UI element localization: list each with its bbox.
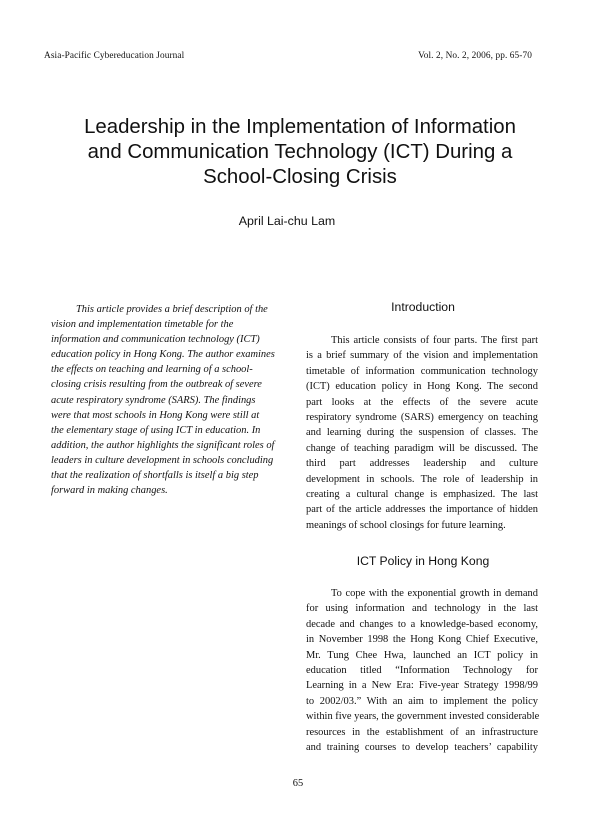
abstract-line: addition, the author highlights the significant roles of	[51, 439, 275, 451]
article-title	[40, 115, 560, 190]
body-line: is a brief summary of the vision and implementation	[306, 350, 538, 362]
body-line: creating a cultural change is emphasized. The last	[306, 489, 538, 501]
journal-name: Asia-Pacific Cybereducation Journal	[44, 51, 185, 61]
abstract-line: that the realization of shortfalls is itself a big step	[51, 470, 259, 482]
ict-policy-text	[306, 586, 538, 755]
abstract-line: information and communication technology (ICT)	[51, 334, 260, 346]
body-line: education titled “Information Technology for	[306, 665, 538, 677]
abstract-line: education policy in Hong Kong. The author examines	[51, 349, 275, 361]
body-line: (ICT) education policy in Hong Kong. The second	[306, 381, 538, 393]
body-line: development in schools. The role of leadership in	[306, 473, 538, 485]
abstract	[51, 302, 301, 498]
body-line: To cope with the exponential growth in demand	[331, 588, 538, 599]
body-line: and training courses to develop teachers’ capability	[306, 742, 538, 754]
body-line: This article consists of four parts. The first part	[331, 335, 538, 346]
body-line: respiratory syndrome (SARS) emergency on teaching	[306, 412, 538, 424]
abstract-line: closing crisis resulting from the outbreak of severe	[51, 379, 262, 391]
abstract-line: were that most schools in Hong Kong were still at	[51, 409, 260, 421]
body-line: resources in the establishment of an infrastructure	[306, 726, 538, 738]
author-name: April Lai-chu Lam	[238, 214, 336, 228]
body-line: meanings of school closings for future learning.	[306, 519, 506, 531]
body-line: within five years, the government invested considerable	[306, 711, 540, 723]
body-line: part of the article addresses the importance of hidden	[306, 504, 538, 516]
abstract-line: forward in making changes.	[51, 485, 168, 497]
title-line: School-Closing Crisis	[203, 166, 397, 188]
body-line: Mr. Tung Chee Hwa, launched an ICT policy in	[306, 649, 538, 661]
abstract-line: the elementary stage of using ICT in education. In	[51, 424, 261, 436]
body-line: change of teaching paradigm will be discussed. The	[306, 442, 538, 454]
body-line: to 2002/03.” With an aim to implement the policy	[306, 695, 538, 707]
body-line: third part addresses leadership and culture	[306, 458, 538, 470]
volume-info: Vol. 2, No. 2, 2006, pp. 65-70	[418, 51, 532, 61]
body-line: part looks at the effects of the severe acute	[306, 396, 538, 408]
abstract-line: vision and implementation timetable for the	[51, 319, 234, 331]
abstract-line: acute respiratory syndrome (SARS). The findings	[51, 394, 256, 406]
section-heading-introduction: Introduction	[391, 300, 455, 314]
section-heading-ict-policy: ICT Policy in Hong Kong	[356, 554, 490, 568]
abstract-line: the effects on teaching and learning of a school-	[51, 364, 253, 376]
body-line: decade and changes to a knowledge-based economy,	[306, 618, 538, 630]
introduction-text	[306, 333, 538, 533]
abstract-line: This article provides a brief description of the	[76, 304, 268, 315]
title-line: Leadership in the Implementation of Information	[84, 116, 516, 138]
body-line: for using information and technology in the last	[306, 603, 538, 615]
body-line: in November 1998 the Hong Kong Chief Executive,	[306, 634, 538, 646]
body-line: timetable of information communication technology	[306, 365, 538, 377]
title-line: and Communication Technology (ICT) During a	[87, 141, 513, 163]
page-number: 65	[292, 778, 304, 789]
abstract-line: leaders in culture development in schools concluding	[51, 454, 274, 466]
body-line: Learning in a New Era: Five-year Strategy 1998/99	[306, 680, 538, 692]
body-line: and learning during the suspension of classes. The	[306, 427, 538, 439]
